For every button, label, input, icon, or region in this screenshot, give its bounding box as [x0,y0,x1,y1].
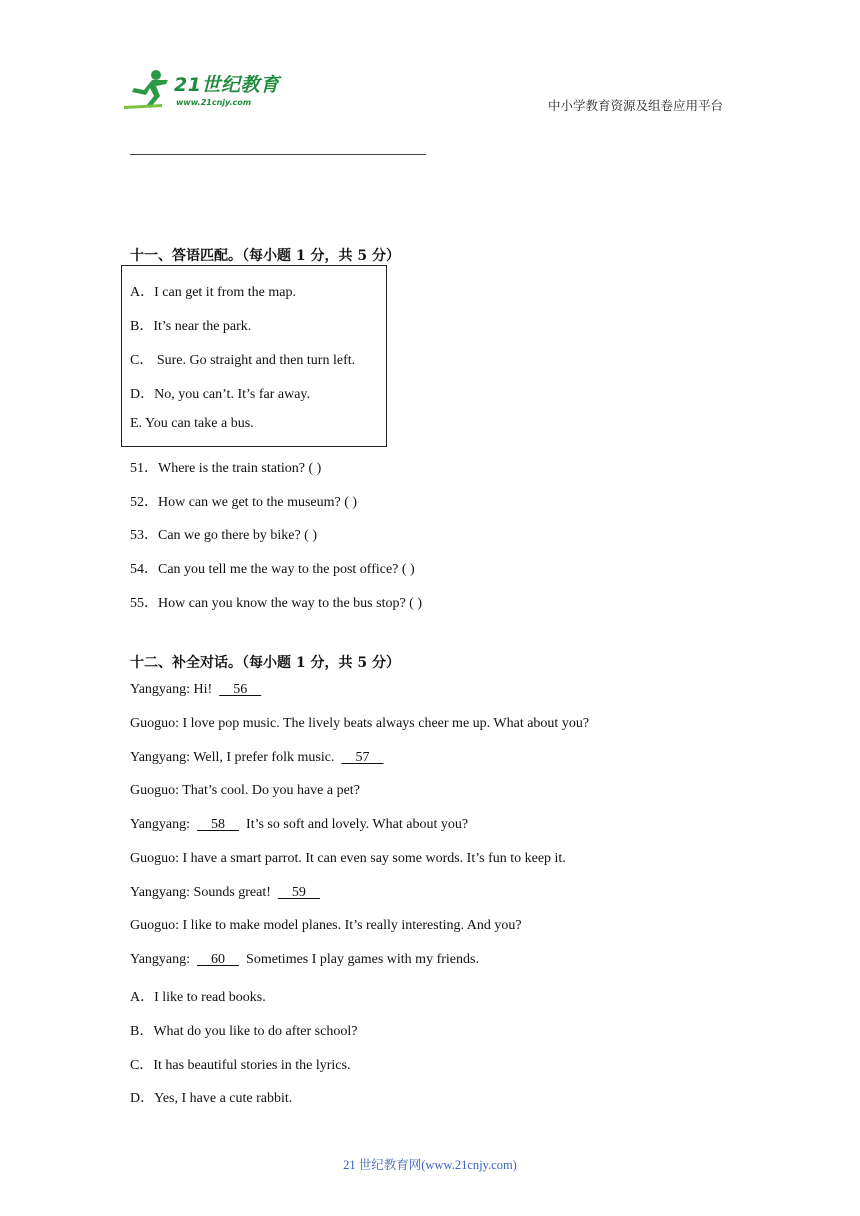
question-51: 51．Where is the train station? ( ) [130,461,322,476]
dialogue-text: Yangyang: [130,952,198,967]
section-11-title: 十一、答语匹配。（每小题 1 分，共 5 分） [130,248,400,264]
dialogue-option-c: C．It has beautiful stories in the lyrics. [130,1058,351,1073]
dialogue-line [130,817,468,833]
question-55: 55．How can you know the way to the bus stop? ( ) [130,596,423,611]
platform-name: 中小学教育资源及组卷应用平台 [548,98,724,113]
dialogue-text: Yangyang: Sounds great! [130,885,278,900]
match-option-b: B．It’s near the park. [130,319,252,334]
dialogue-line: Guoguo: I have a smart parrot. It can even say some words. It’s fun to keep it. [130,851,566,866]
blank-60: 60 [197,952,240,967]
logo-url: www.21cnjy.com [176,98,252,107]
dialogue-line: Guoguo: I like to make model planes. It’s really interesting. And you? [130,918,522,933]
header-rule [130,154,426,155]
dialogue-line: Guoguo: That’s cool. Do you have a pet? [130,783,360,798]
dialogue-line [130,750,383,766]
dialogue-text: Yangyang: Well, I prefer folk music. [130,750,342,765]
blank-59: 59 [277,885,320,900]
match-option-c: C． Sure. Go straight and then turn left. [130,353,356,368]
match-option-d: D．No, you can’t. It’s far away. [130,387,311,402]
section-12-title: 十二、补全对话。（每小题 1 分，共 5 分） [130,655,400,671]
dialogue-line [130,952,479,968]
site-logo [122,68,292,116]
dialogue-option-b: B．What do you like to do after school? [130,1024,358,1039]
match-option-a: A．I can get it from the map. [130,285,297,300]
question-54: 54．Can you tell me the way to the post office? ( ) [130,562,415,577]
dialogue-line [130,682,261,698]
dialogue-option-d: D．Yes, I have a cute rabbit. [130,1091,293,1106]
dialogue-text: Sometimes I play games with my friends. [239,952,479,967]
dialogue-text: Yangyang: Hi! [130,682,220,697]
dialogue-line [130,885,320,901]
blank-57: 57 [341,750,384,765]
runner-logo-icon [122,68,174,112]
dialogue-text: Yangyang: [130,817,198,832]
logo-text: 21世纪教育 [174,74,280,96]
question-53: 53．Can we go there by bike? ( ) [130,528,317,543]
dialogue-option-a: A．I like to read books. [130,990,266,1005]
match-option-e: E. You can take a bus. [130,416,254,431]
question-52: 52．How can we get to the museum? ( ) [130,495,358,510]
footer-link[interactable]: 21 世纪教育网(www.21cnjy.com) [343,1158,517,1172]
blank-58: 58 [197,817,240,832]
blank-56: 56 [219,682,262,697]
dialogue-text: It’s so soft and lovely. What about you? [239,817,469,832]
dialogue-line: Guoguo: I love pop music. The lively beats always cheer me up. What about you? [130,716,590,731]
